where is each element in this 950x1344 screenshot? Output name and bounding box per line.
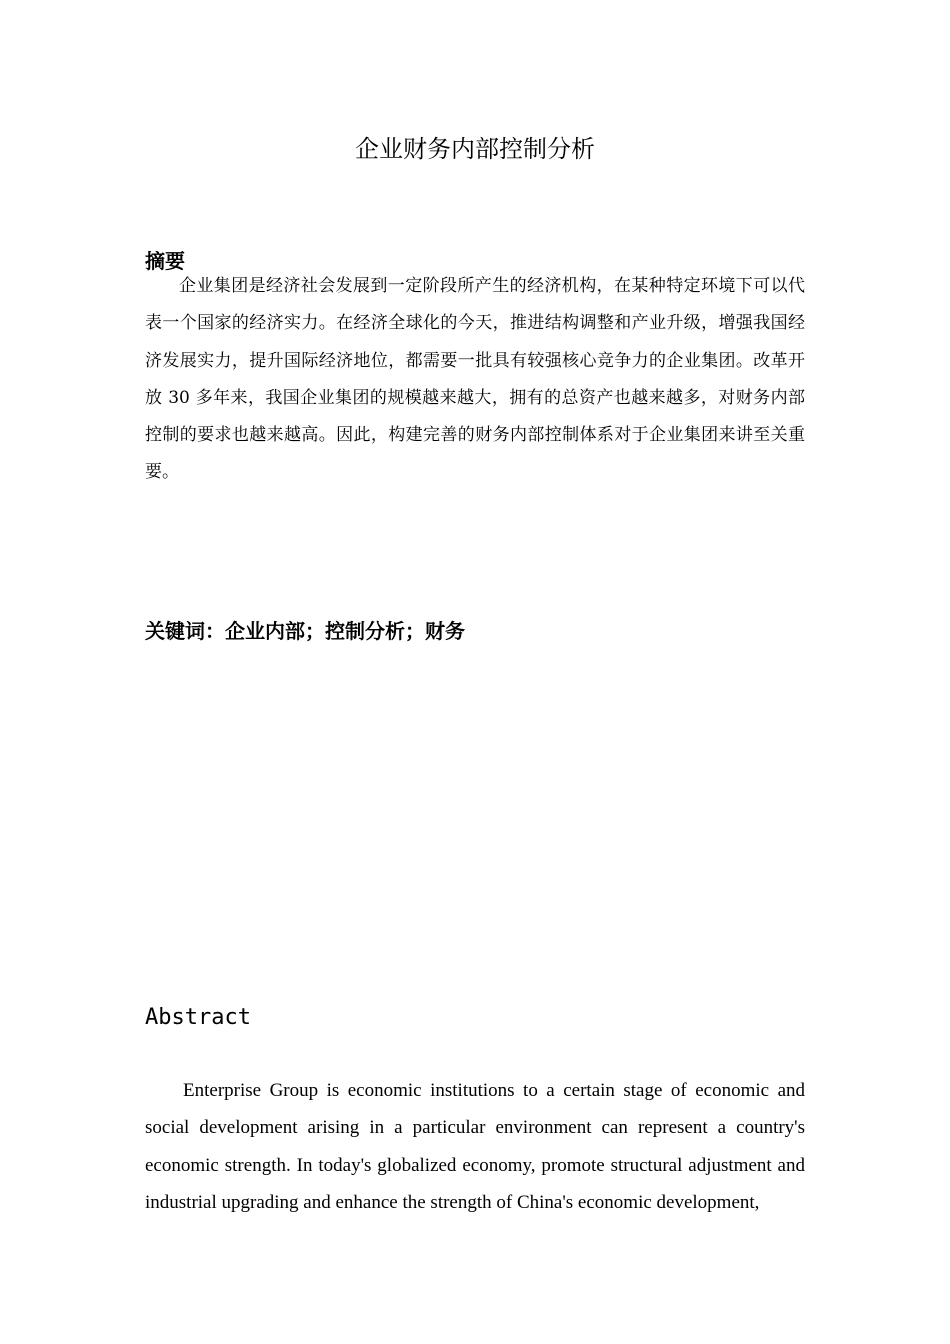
abstract-en-body: Enterprise Group is economic institutions to a certain stage of economic and social development arising in a particular environment can represent a country's economic strength. In today's globalized economy, promote structural adjustment and industrial upgrading and enhance the strength of China's economic development, (145, 1080, 805, 1214)
abstract-en-heading: Abstract (145, 1005, 251, 1030)
document-title: 企业财务内部控制分析 (355, 135, 595, 163)
abstract-zh-heading: 摘要 (145, 249, 185, 273)
abstract-zh-body: 企业集团是经济社会发展到一定阶段所产生的经济机构，在某种特定环境下可以代表一个国家的经济实力。在经济全球化的今天，推进结构调整和产业升级，增强我国经济发展实力，提升国际经济地位，都需要一批具有较强核心竞争力的企业集团。改革开放 30 多年来，我国企业集团的规模越来越大，拥有的总资产也越来越多，对财务内部控制的要求也越来越高。因此，构建完善的财务内部控制体系对于企业集团来讲至关重要。 (145, 276, 805, 483)
keywords-line: 关键词：企业内部；控制分析；财务 (145, 619, 465, 643)
